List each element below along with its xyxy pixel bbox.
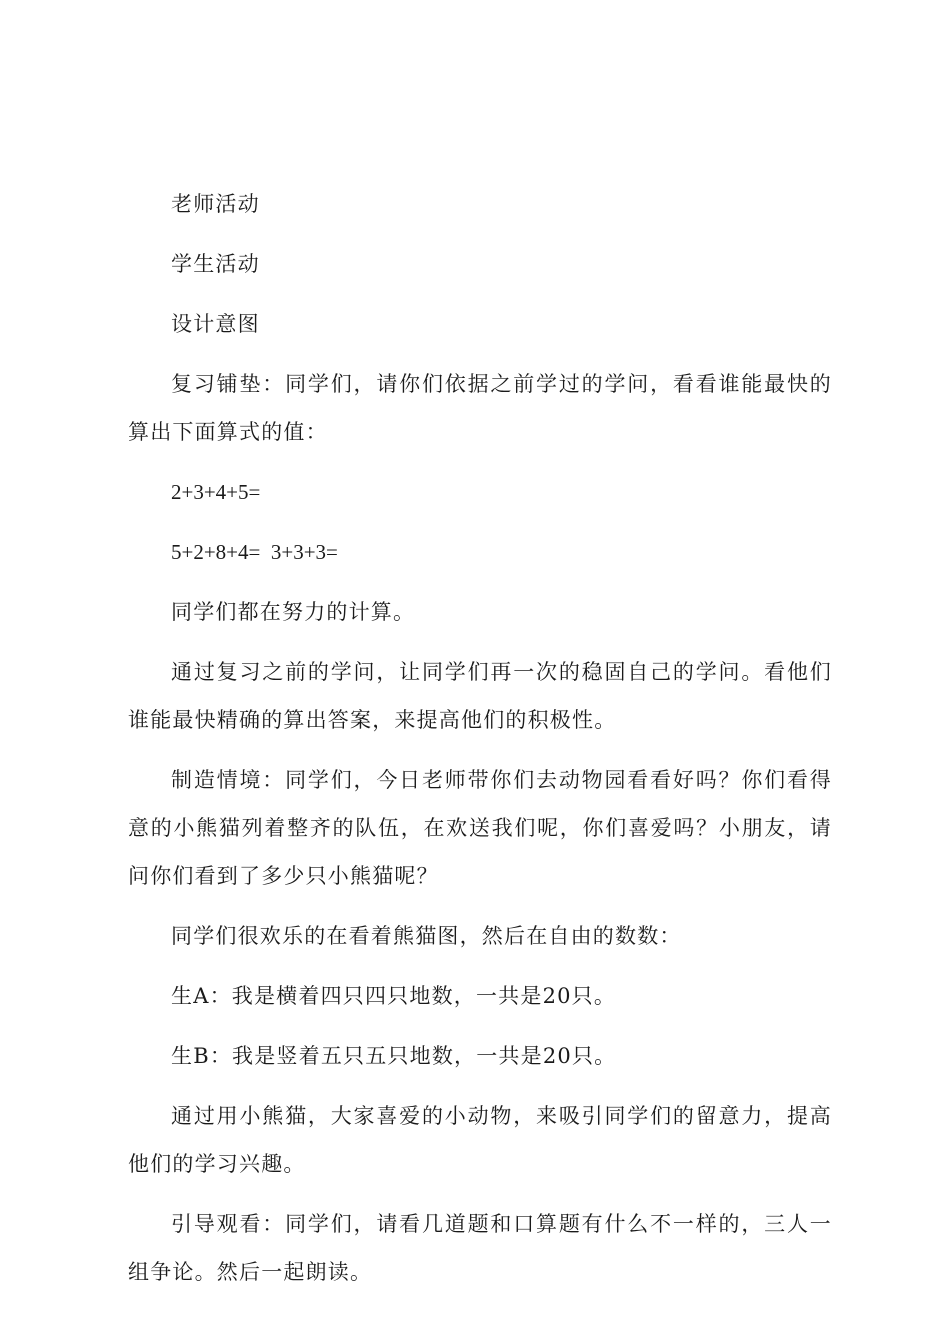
paragraph-review-intent: 通过复习之前的学问，让同学们再一次的稳固自己的学问。看他们谁能最快精确的算出答案，来提高他们的积极性。 <box>128 660 832 732</box>
paragraph-create-scenario: 制造情境：同学们，今日老师带你们去动物园看看好吗？你们看得意的小熊猫列着整齐的队伍，在欢送我们呢，你们喜爱吗？小朋友，请问你们看到了多少只小熊猫呢？ <box>128 768 832 888</box>
heading-design-intent: 设计意图 <box>171 312 260 336</box>
paragraph-panda-intent: 通过用小熊猫，大家喜爱的小动物，来吸引同学们的留意力，提高他们的学习兴趣。 <box>128 1104 832 1176</box>
heading-student-activity: 学生活动 <box>171 252 260 276</box>
paragraph-guided-observation: 引导观看：同学们，请看几道题和口算题有什么不一样的，三人一组争论。然后一起朗读。 <box>128 1212 832 1284</box>
paragraph-students-counting: 同学们很欢乐的在看着熊猫图，然后在自由的数数： <box>171 924 682 948</box>
paragraph-student-a: 生A：我是横着四只四只地数，一共是20只。 <box>171 984 617 1008</box>
paragraph-student-b: 生B：我是竖着五只五只地数，一共是20只。 <box>171 1044 617 1068</box>
paragraph-review: 复习铺垫：同学们，请你们依据之前学过的学问，看看谁能最快的算出下面算式的值： <box>128 372 832 444</box>
document-page <box>128 180 832 1308</box>
heading-teacher-activity: 老师活动 <box>171 192 260 216</box>
paragraph-students-calculating: 同学们都在努力的计算。 <box>171 600 416 624</box>
formula-line-1: 2+3+4+5= <box>171 480 261 504</box>
formula-line-2: 5+2+8+4= 3+3+3= <box>171 540 338 564</box>
